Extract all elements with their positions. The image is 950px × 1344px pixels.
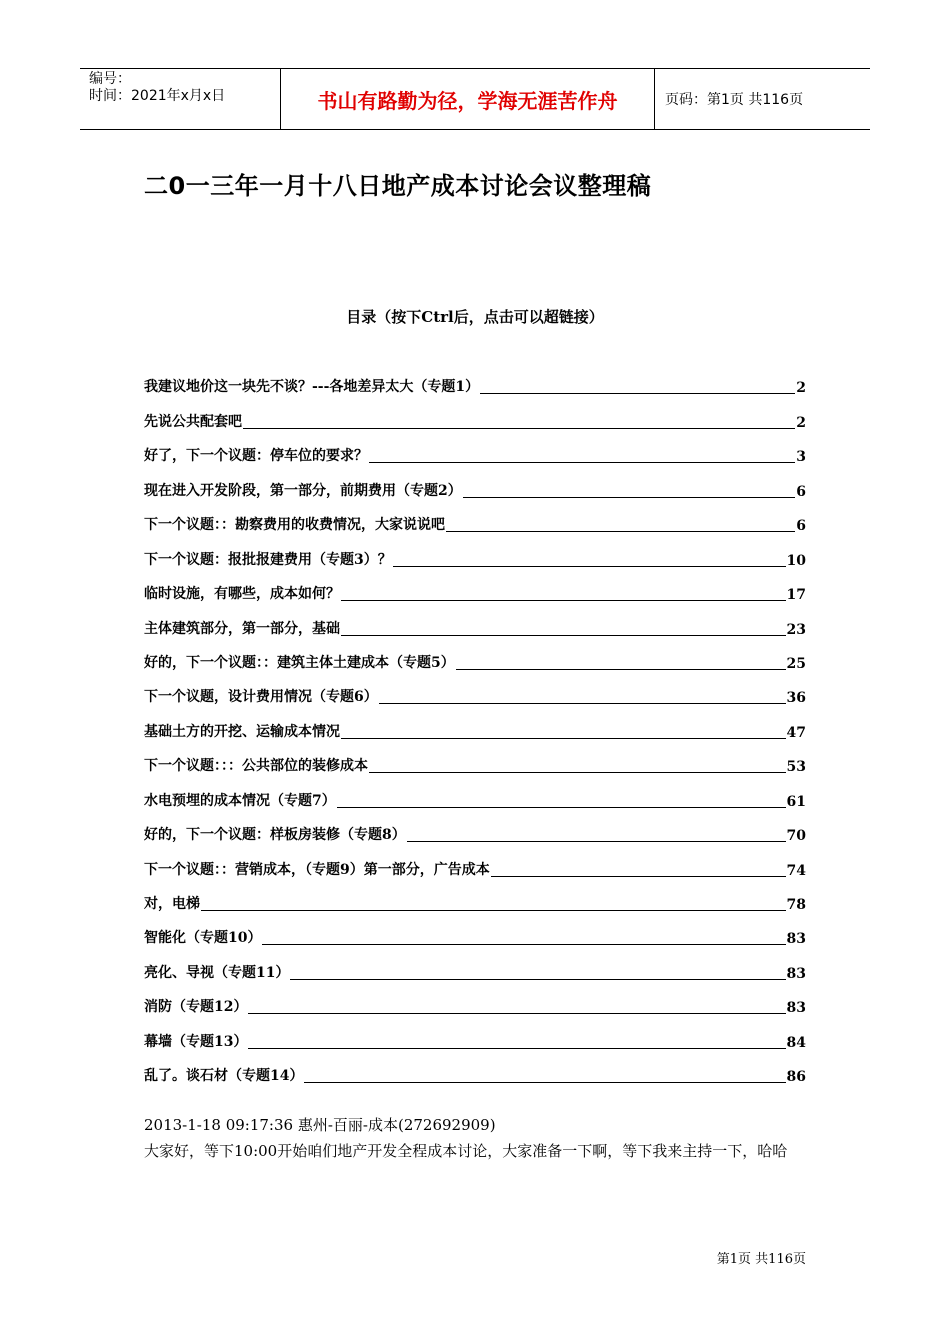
toc-entry[interactable] <box>144 365 806 399</box>
toc-entry[interactable] <box>144 537 806 571</box>
toc-entry-text[interactable]: 主体建筑部分，第一部分，基础 <box>144 620 340 637</box>
toc-leader-line <box>290 979 785 980</box>
toc-leader-line <box>379 703 786 704</box>
toc-entry[interactable] <box>144 399 806 433</box>
toc-entry-page[interactable]: 2 <box>796 414 806 431</box>
toc-leader-line <box>341 635 786 636</box>
toc-entry[interactable] <box>144 847 806 881</box>
toc-entry-text[interactable]: 亮化、导视（专题11） <box>144 964 290 981</box>
toc-entry-page[interactable]: 2 <box>796 380 806 397</box>
toc-leader-line <box>446 531 795 532</box>
toc-entry-page[interactable]: 6 <box>796 518 806 535</box>
toc-leader-line <box>248 1013 785 1014</box>
toc-entry[interactable] <box>144 606 806 640</box>
message-meta: 2013-1-18 09:17:36 惠州-百丽-成本(272692909) <box>144 1116 496 1134</box>
toc-leader-line <box>456 669 786 670</box>
toc-entry-page[interactable]: 61 <box>786 793 806 810</box>
toc-leader-line <box>491 876 786 877</box>
toc-entry-text[interactable]: 乱了。谈石材（专题14） <box>144 1068 304 1085</box>
toc-entry-page[interactable]: 47 <box>786 724 806 741</box>
toc-entry-page[interactable]: 17 <box>786 587 806 604</box>
date-label: 时间：2021年x月x日 <box>89 88 226 104</box>
toc-entry-page[interactable]: 83 <box>786 1000 806 1017</box>
header-page-label: 页码：第1页 共116页 <box>665 92 804 108</box>
toc-entry[interactable] <box>144 882 806 916</box>
toc-leader-line <box>262 944 785 945</box>
toc-entry-text[interactable]: 现在进入开发阶段，第一部分，前期费用（专题2） <box>144 482 462 499</box>
toc-entry[interactable] <box>144 916 806 950</box>
toc-entry-text[interactable]: 下一个议题，设计费用情况（专题6） <box>144 689 378 706</box>
toc-entry-page[interactable]: 84 <box>786 1034 806 1051</box>
toc-leader-line <box>337 807 786 808</box>
toc-entry-text[interactable]: 下一个议题：报批报建费用（专题3）？ <box>144 551 392 568</box>
toc-entry[interactable] <box>144 709 806 743</box>
toc-entry-page[interactable]: 78 <box>786 897 806 913</box>
toc-entry-page[interactable]: 36 <box>786 690 806 707</box>
toc-entry-text[interactable]: 对，电梯 <box>144 896 200 912</box>
toc-entry-page[interactable]: 25 <box>786 655 806 672</box>
toc-entry-page[interactable]: 6 <box>796 483 806 500</box>
toc-leader-line <box>341 738 786 739</box>
toc-entry-text[interactable]: 下一个议题：：勘察费用的收费情况，大家说说吧 <box>144 517 445 534</box>
toc-entry[interactable] <box>144 468 806 502</box>
toc-entry-text[interactable]: 我建议地价这一块先不谈？---各地差异太大（专题1） <box>144 379 480 396</box>
page-footer: 第1页 共116页 <box>716 1252 806 1267</box>
toc-entry-page[interactable]: 74 <box>786 862 806 879</box>
document-title: 二0一三年一月十八日地产成本讨论会议整理稿 <box>144 172 652 200</box>
toc-leader-line <box>341 600 786 601</box>
toc-entry-page[interactable]: 53 <box>786 759 806 776</box>
toc-leader-line <box>407 841 786 842</box>
toc-entry-text[interactable]: 临时设施，有哪些，成本如何？ <box>144 586 340 603</box>
toc-entry-text[interactable]: 下一个议题：：营销成本，（专题9）第一部分，广告成本 <box>144 861 490 878</box>
table-of-contents <box>144 365 806 1088</box>
number-label: 编号： <box>89 71 131 87</box>
toc-entry-text[interactable]: 水电预埋的成本情况（专题7） <box>144 792 336 809</box>
chat-message <box>144 1112 814 1164</box>
message-body: 大家好，等下10:00开始咱们地产开发全程成本讨论，大家准备一下啊，等下我来主持一下，哈哈 <box>144 1142 788 1160</box>
toc-entry-page[interactable]: 83 <box>786 931 806 948</box>
toc-entry[interactable] <box>144 950 806 984</box>
toc-entry[interactable] <box>144 744 806 778</box>
page-header <box>80 68 870 130</box>
toc-entry-page[interactable]: 86 <box>786 1069 806 1086</box>
toc-entry-text[interactable]: 好的，下一个议题：样板房装修（专题8） <box>144 827 406 844</box>
toc-entry-text[interactable]: 智能化（专题10） <box>144 930 262 947</box>
toc-entry-page[interactable]: 3 <box>796 449 806 466</box>
toc-entry[interactable] <box>144 985 806 1019</box>
toc-entry[interactable] <box>144 572 806 606</box>
header-motto: 书山有路勤为径，学海无涯苦作舟 <box>281 69 655 129</box>
toc-entry-text[interactable]: 先说公共配套吧 <box>144 413 242 430</box>
toc-entry[interactable] <box>144 1019 806 1053</box>
toc-leader-line <box>243 428 795 429</box>
toc-entry-text[interactable]: 下一个议题：：：公共部位的装修成本 <box>144 758 368 775</box>
toc-entry[interactable] <box>144 503 806 537</box>
toc-entry-text[interactable]: 好了，下一个议题：停车位的要求？ <box>144 448 368 465</box>
toc-entry-text[interactable]: 好的，下一个议题：：建筑主体土建成本（专题5） <box>144 654 455 671</box>
toc-entry-page[interactable]: 10 <box>786 552 806 569</box>
toc-entry[interactable] <box>144 813 806 847</box>
toc-leader-line <box>248 1048 785 1049</box>
toc-entry[interactable] <box>144 778 806 812</box>
toc-leader-line <box>480 393 795 394</box>
toc-entry-page[interactable]: 70 <box>786 828 806 845</box>
toc-leader-line <box>463 497 796 498</box>
toc-leader-line <box>304 1082 785 1083</box>
toc-entry-text[interactable]: 幕墙（专题13） <box>144 1033 248 1050</box>
toc-leader-line <box>369 772 786 773</box>
toc-leader-line <box>393 566 786 567</box>
toc-entry-page[interactable]: 83 <box>786 965 806 982</box>
toc-leader-line <box>201 910 786 911</box>
toc-entry[interactable] <box>144 675 806 709</box>
toc-leader-line <box>369 462 795 463</box>
toc-entry-page[interactable]: 23 <box>786 621 806 638</box>
toc-entry[interactable] <box>144 1054 806 1088</box>
toc-entry[interactable] <box>144 641 806 675</box>
toc-entry-text[interactable]: 消防（专题12） <box>144 999 248 1016</box>
header-meta <box>80 69 281 129</box>
toc-heading: 目录（按下Ctrl后，点击可以超链接） <box>346 308 604 326</box>
toc-entry-text[interactable]: 基础土方的开挖、运输成本情况 <box>144 723 340 740</box>
toc-entry[interactable] <box>144 434 806 468</box>
